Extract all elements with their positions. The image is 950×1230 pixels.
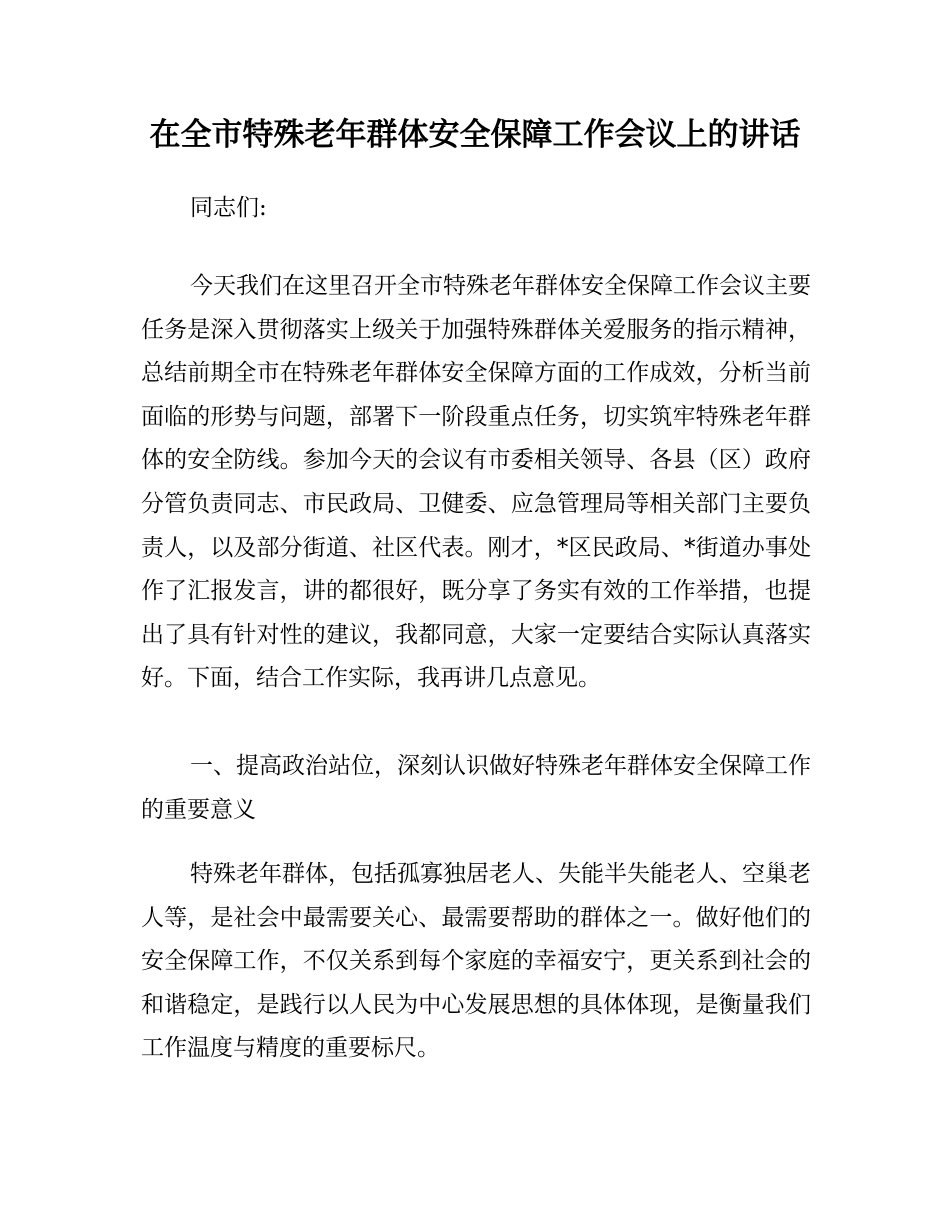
document-title: 在全市特殊老年群体安全保障工作会议上的讲话 (149, 117, 801, 153)
section-heading-1: 一、提高政治站位，深刻认识做好特殊老年群体安全保障工作的重要意义 (141, 753, 811, 823)
paragraph-intro: 今天我们在这里召开全市特殊老年群体安全保障工作会议主要任务是深入贯彻落实上级关于加强特殊群体关爱服务的指示精神，总结前期全市在特殊老年群体安全保障方面的工作成效，分析当前面临的形势与问题，部署下一阶段重点任务，切实筑牢特殊老年群体的安全防线。参加今天的会议有市委相关领导、各县（区）政府分管负责同志、市民政局、卫健委、应急管理局等相关部门主要负责人，以及部分街道、社区代表。刚才，*区民政局、*街道办事处作了汇报发言，讲的都很好，既分享了务实有效的工作举措，也提出了具有针对性的建议，我都同意，大家一定要结合实际认真落实好。下面，结合工作实际，我再讲几点意见。 (141, 273, 811, 692)
salutation: 同志们: (190, 195, 267, 221)
paragraph-significance: 特殊老年群体，包括孤寡独居老人、失能半失能老人、空巢老人等，是社会中最需要关心、最需要帮助的群体之一。做好他们的安全保障工作，不仅关系到每个家庭的幸福安宁，更关系到社会的和谐稳定，是践行以人民为中心发展思想的具体体现，是衡量我们工作温度与精度的重要标尺。 (141, 861, 811, 1062)
